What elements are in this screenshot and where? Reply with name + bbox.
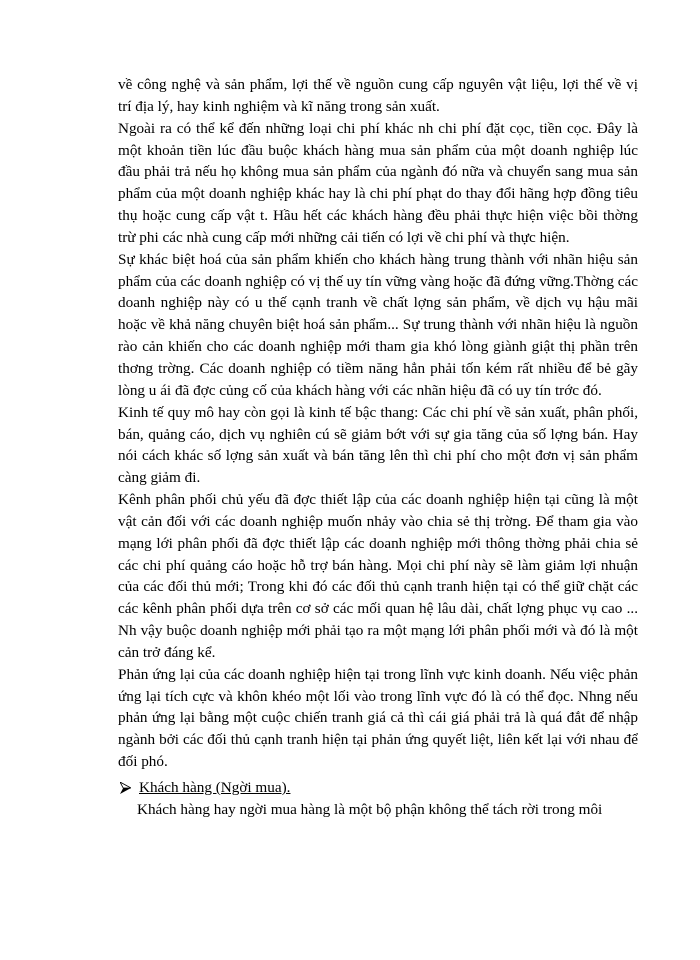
arrowhead-bullet-icon [120, 782, 131, 794]
document-body [118, 74, 638, 821]
paragraph-6: Phản ứng lại của các doanh nghiệp hiện tại trong lĩnh vực kinh doanh. Nếu việc phản ứng lại tích cực và khôn khéo một lối vào trong lĩnh vực đó là có thể đọc. Nhng nếu phản ứng lại bằng một cuộc chiến tranh giá cả thì cái giá phải trả là quá đắt để nhập ngành bởi các đối thủ cạnh tranh hiện tại phản ứng quyết liệt, liên kết lại với nhau để đối phó. [118, 665, 638, 771]
paragraph-2: Ngoài ra có thể kể đến những loại chi phí khác nh chi phí đặt cọc, tiền cọc. Đây là một khoản tiền lúc đầu buộc khách hàng mua sản phẩm của một doanh nghiệp lúc đầu phải trả nếu họ không mua sản phẩm của ngành đó nữa và chuyển sang mua sản phẩm của một doanh nghiệp khác hay là chi phí phạt do thay đổi hãng hợp đồng tiêu thụ hoặc cung cấp vật t. Hầu hết các khách hàng đều phải thực hiện việc bồi thờng trừ phi các nhà cung cấp mới những cải tiến có lợi về chi phí và thực hiện. [118, 119, 638, 246]
paragraph-4: Kinh tế quy mô hay còn gọi là kinh tế bậc thang: Các chi phí về sản xuất, phân phối, bán, quảng cáo, dịch vụ nghiên cú sẽ giảm bớt với sự gia tăng của số lợng bán. Hay nói cách khác số lợng sản xuất và bán tăng lên thì chi phí cho một đơn vị sản phẩm càng giảm đi. [118, 403, 638, 487]
bullet-heading-line [118, 777, 638, 799]
section-heading-customers: Khách hàng (Ngời mua). [139, 779, 291, 797]
paragraph-1: về công nghệ và sản phẩm, lợi thế về nguồn cung cấp nguyên vật liệu, lợi thế về vị trí địa lý, hay kinh nghiệm và kĩ năng trong sản xuất. [118, 76, 638, 115]
last-paragraph: Khách hàng hay ngời mua hàng là một bộ phận không thể tách rời trong môi [137, 801, 603, 818]
paragraph-3: Sự khác biệt hoá của sản phẩm khiến cho khách hàng trung thành với nhãn hiệu sản phẩm của các doanh nghiệp có vị thế uy tín vững vàng hoặc đã đứng vững.Thờng các doanh nghiệp này có u thế cạnh tranh về chất lợng sản phẩm, về dịch vụ hậu mãi hoặc về khả năng chuyên biệt hoá sản phẩm... Sự trung thành với nhãn hiệu là nguồn rào cản khiến cho các doanh nghiệp mới tham gia khó lòng giành giật thị phần trên thơng trờng. Các doanh nghiệp có tiềm năng hẳn phải tốn kém rất nhiều để bẻ gãy lòng u ái đã đợc củng cố của khách hàng với các nhãn hiệu đã có uy tín trớc đó. [118, 250, 638, 399]
paragraph-5: Kênh phân phối chủ yếu đã đợc thiết lập của các doanh nghiệp hiện tại cũng là một vật cản đối với các doanh nghiệp muốn nhảy vào chia sẻ thị trờng. Để tham gia vào mạng lới phân phối đã đợc thiết lập các doanh nghiệp mới thông thờng phải chia sẻ các chi phí quảng cáo hoặc hỗ trợ bán hàng. Mọi chi phí này sẽ làm giảm lợi nhuận của các đối thủ mới; Trong khi đó các đối thủ cạnh tranh hiện tại có thể giữ chặt các các kênh phân phối dựa trên cơ sở các mối quan hệ lâu dài, chất lợng phục vụ cao ... Nh vậy buộc doanh nghiệp mới phải tạo ra một mạng lới phân phối mới và đó là một cản trở đáng kể. [118, 491, 638, 661]
